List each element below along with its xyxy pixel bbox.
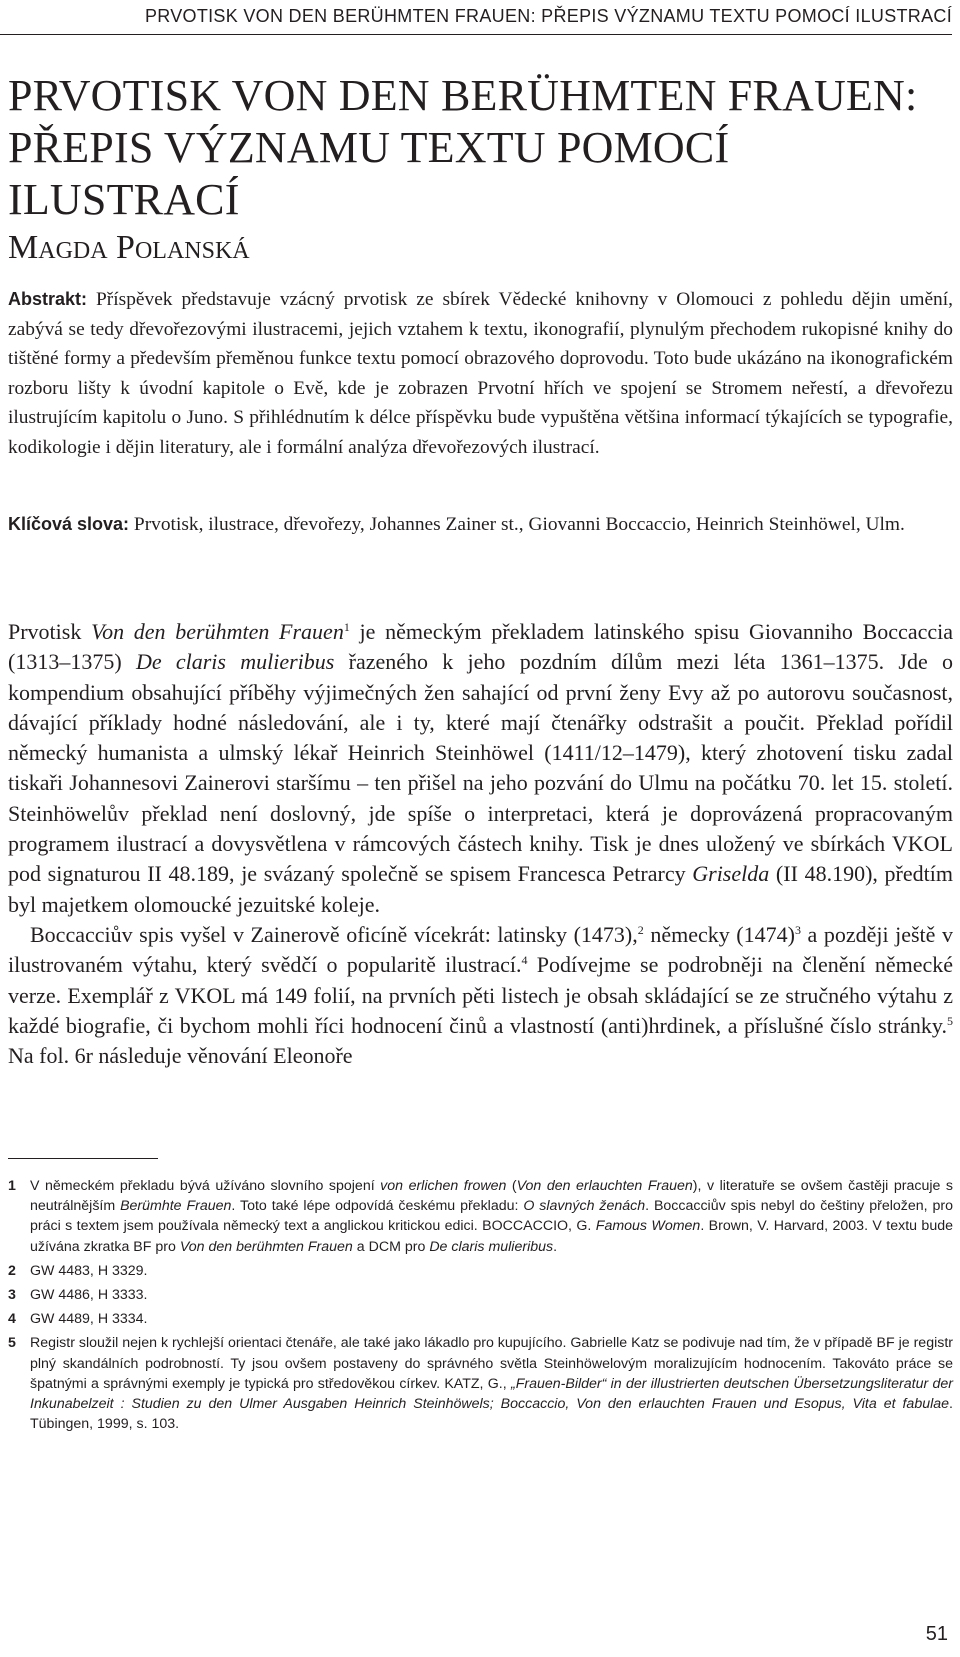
footnote-2 bbox=[8, 1261, 953, 1281]
footnote-ref-2[interactable]: 2 bbox=[637, 922, 644, 937]
keywords-text: Prvotisk, ilustrace, dřevořezy, Johannes Zainer st., Giovanni Boccaccio, Heinrich Steinhöwel, Ulm. bbox=[133, 514, 905, 535]
running-header: PRVOTISK VON DEN BERÜHMTEN FRAUEN: PŘEPIS VÝZNAMU TEXTU POMOCÍ ILUSTRACÍ bbox=[144, 6, 952, 26]
text-run: je německým překladem latinského spisu Giovanniho Boccaccia (1313–1375) bbox=[8, 619, 953, 675]
keywords bbox=[8, 510, 953, 540]
abstract bbox=[8, 285, 953, 463]
body-text bbox=[8, 617, 953, 1071]
text-run: Boccacciův spis vyšel v Zainerově oficíně vícekrát: latinsky (1473), bbox=[30, 921, 638, 947]
text-run: Prvotisk bbox=[8, 619, 92, 644]
footnote-4 bbox=[8, 1309, 953, 1329]
text-run: (II 48.190), předtím byl majetkem olomoucké jezuitské koleje. bbox=[8, 861, 953, 917]
footnote-text: GW 4483, H 3329. bbox=[30, 1262, 148, 1279]
paragraph-1 bbox=[8, 617, 953, 920]
footnote-3 bbox=[8, 1285, 953, 1305]
italic-title: De claris mulieribus bbox=[135, 649, 335, 675]
text-run: řazeného k jeho pozdním dílům mezi léta 1361–1375. Jde o kompendium obsahující příběhy výjimečných žen sahající od první ženy Evy až po autorovu současnost, dávající příklady hodné následování, ale i ty, které mají čtenářky odstrašit a poučit. Překlad pořídil německý humanista a ulmský lékař Heinrich Steinhöwel (1411/12–1479), který zhotovení tisku zadal tiskaři Johannesovi Zainerovi staršímu – ten přišel na jeho pozvání do Ulmu na počátku 70. let 15. století. Steinhöwelův překlad není doslovný, jde spíše o interpretaci, která je doprovázená propracovaným programem ilustrací a dovysvětlena v rámcových částech knihy. Tisk je dnes uložený ve sbírkách VKOL pod signaturou II 48.189, je svázaný společně se spisem Francesca Petrarcy bbox=[8, 649, 953, 887]
footnote-5 bbox=[8, 1333, 953, 1434]
footnote-ref-4[interactable]: 4 bbox=[521, 953, 528, 968]
header-rule bbox=[0, 34, 952, 35]
article-title bbox=[8, 70, 953, 226]
footnote-rule bbox=[8, 1158, 158, 1159]
keywords-label: Klíčová slova: bbox=[8, 514, 130, 534]
text-run: a později ještě v ilustrovaném výtahu, který svědčí o popularitě ilustrací. bbox=[8, 921, 953, 978]
text-run: Na fol. 6r následuje věnování Eleonoře bbox=[8, 1043, 353, 1069]
abstract-text: Příspěvek představuje vzácný prvotisk ze sbírek Vědecké knihovny v Olomouci z pohledu dějin umění, zabývá se tedy dřevořezovými ilustracemi, jejich vztahem k textu, ikonografií, plynulým přechodem rukopisné knihy do tištěné formy a především přeměnou funkce textu pomocí obrazového doprovodu. Toto bude ukázáno na ikonografickém rozboru lišty k úvodní kapitole o Evě, kde je zobrazen Prvotní hřích ve spojení se Stromem neřestí, a dřevořezu ilustrujícím kapitolu o Juno. S přihlédnutím k délce příspěvku bude vypuštěna většina informací týkajících se typografie, kodikologie i dějin literatury, ale i formální analýza dřevořezových ilustrací. bbox=[8, 289, 953, 458]
author-name: Magda Polanská bbox=[8, 229, 250, 266]
text-run: německy (1474) bbox=[643, 921, 795, 947]
footnote-number: 5 bbox=[8, 1335, 16, 1352]
footnote-text: GW 4486, H 3333. bbox=[30, 1287, 148, 1304]
paragraph-2 bbox=[8, 920, 953, 1071]
footnote-ref-1[interactable]: 1 bbox=[343, 620, 350, 634]
footnote-text: GW 4489, H 3334. bbox=[30, 1311, 148, 1328]
footnote-1 bbox=[8, 1176, 953, 1257]
footnote-number: 1 bbox=[8, 1178, 16, 1194]
footnote-text: Registr sloužil nejen k rychlejší orientaci čtenáře, ale také jako lákadlo pro kupujícího. Gabrielle Katz se podivuje nad tím, že v případě BF je registr plný skandálních podrobností. Ty jsou ovšem postaveny do správného světla Steinhöwelovým moralizujícím hodnocením. Takováto práce se špatnými a správnými exemply je typická pro středověkou církev. KATZ, G., „Frauen-Bilder“ in der illustrierten deutschen Übersetzungsliteratur der Inkunabelzeit : Studien zu den Ulmer Ausgaben Heinrich Steinhöwels; Boccaccio, Von den erlauchten Frauen und Esopus, Vita et fabulae. Tübingen, 1999, s. 103. bbox=[30, 1335, 953, 1433]
footnote-text: V německém překladu bývá užíváno slovního spojení von erlichen frowen (Von den erlauchten Frauen), v literatuře se ovšem častěji pracuje s neutrálnějším Berümhte Frauen. Toto také lépe odpovídá českému překladu: O slavných ženách. Boccacciův spis nebyl do češtiny přeložen, pro práci s textem jsem používala německý text a anglickou kritickou edici. BOCCACCIO, G. Famous Women. Brown, V. Harvard, 2003. V textu bude užívána zkratka BF pro Von den berühmten Frauen a DCM pro De claris mulieribus. bbox=[30, 1178, 954, 1255]
footnote-ref-3[interactable]: 3 bbox=[794, 922, 801, 937]
footnotes bbox=[8, 1176, 953, 1438]
abstract-label: Abstrakt: bbox=[8, 289, 88, 309]
title-line-2: PŘEPIS VÝZNAMU TEXTU POMOCÍ ILUSTRACÍ bbox=[8, 123, 730, 224]
italic-title: Griselda bbox=[692, 861, 770, 887]
footnote-number: 3 bbox=[8, 1287, 16, 1304]
page-number: 51 bbox=[925, 1623, 948, 1645]
footnote-number: 4 bbox=[8, 1311, 16, 1328]
title-line-1: PRVOTISK VON DEN BERÜHMTEN FRAUEN: bbox=[8, 71, 918, 120]
italic-title: Von den berühmten Frauen bbox=[91, 619, 344, 644]
footnote-number: 2 bbox=[8, 1262, 16, 1279]
text-run: Podívejme se podrobněji na členění německé verze. Exemplář z VKOL má 149 folií, na prvních pěti listech je obsah skládající se ze stručného výtahu z každé biografie, či bychom mohli říci hodnocení činů a vlastností (anti)hrdinek, a příslušné číslo stránky. bbox=[8, 952, 953, 1038]
footnote-ref-5[interactable]: 5 bbox=[947, 1013, 953, 1028]
